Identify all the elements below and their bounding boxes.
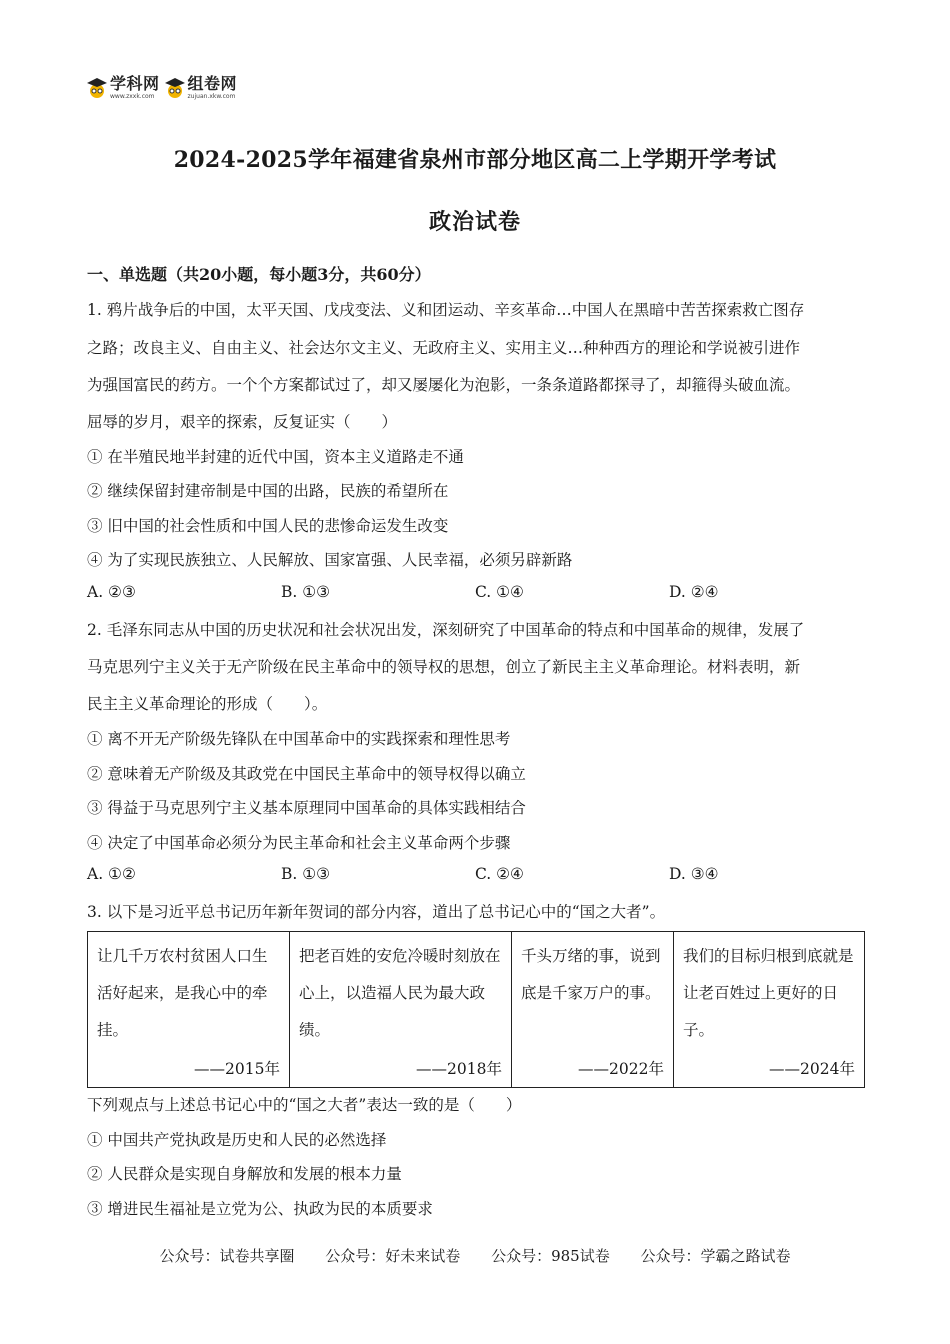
quote-cell: [290, 932, 512, 1088]
question-2-statement: ③ 得益于马克思列宁主义基本原理同中国革命的具体实践相结合: [87, 799, 526, 817]
question-2-statement: ② 意味着无产阶级及其政党在中国民主革命中的领导权得以确立: [87, 765, 526, 783]
quote-cell: [674, 932, 865, 1088]
brand-url: zujuan.xkw.com: [187, 93, 236, 100]
quote-text: 千头万绪的事，说到底是千家万户的事。: [521, 947, 661, 1002]
option-c: C. ①④: [475, 583, 524, 601]
option-c: C. ②④: [475, 865, 524, 883]
logo: [86, 72, 237, 104]
footer-account: 公众号：985试卷: [491, 1247, 610, 1265]
question-2-statement: ④ 决定了中国革命必须分为民主革命和社会主义革命两个步骤: [87, 834, 511, 852]
brand-name: 组卷网: [187, 74, 238, 93]
question-2-line: 民主主义革命理论的形成（ ）。: [87, 695, 328, 713]
footer-account: 公众号：学霸之路试卷: [640, 1247, 791, 1265]
question-3-stem: 3. 以下是习近平总书记历年新年贺词的部分内容，道出了总书记心中的“国之大者”。: [87, 903, 666, 921]
question-2-line: 2. 毛泽东同志从中国的历史状况和社会状况出发，深刻研究了中国革命的特点和中国革命的规律，发展了: [87, 621, 805, 639]
question-3-question: 下列观点与上述总书记心中的“国之大者”表达一致的是（ ）: [87, 1096, 522, 1114]
graduation-cap-icon: [86, 77, 108, 99]
quote-year: ——2022年: [578, 1060, 664, 1078]
question-1-line: 之路；改良主义、自由主义、社会达尔文主义、无政府主义、实用主义…种种西方的理论和学说被引进作: [87, 339, 801, 357]
option-d: D. ②④: [669, 583, 719, 601]
question-2-statement: ① 离不开无产阶级先锋队在中国革命中的实践探索和理性思考: [87, 730, 511, 748]
quote-text: 我们的目标归根到底就是让老百姓过上更好的日子。: [683, 947, 854, 1039]
question-3-statement: ① 中国共产党执政是历史和人民的必然选择: [87, 1131, 387, 1149]
question-1-line: 为强国富民的药方。一个个方案都试过了，却又屡屡化为泡影，一条条道路都探寻了，却箍得头破血流。: [87, 376, 801, 394]
quote-cell: [88, 932, 290, 1088]
question-2-line: 马克思列宁主义关于无产阶级在民主革命中的领导权的思想，创立了新民主主义革命理论。材料表明，新: [87, 658, 801, 676]
quote-year: ——2024年: [769, 1060, 855, 1078]
brand-url: www.zxxk.com: [110, 93, 155, 100]
section-heading: 一、单选题（共20小题，每小题3分，共60分）: [87, 265, 431, 284]
question-1-statement: ② 继续保留封建帝制是中国的出路，民族的希望所在: [87, 482, 449, 500]
quote-year: ——2018年: [416, 1060, 502, 1078]
question-3-statement: ② 人民群众是实现自身解放和发展的根本力量: [87, 1165, 402, 1183]
question-1-statement: ③ 旧中国的社会性质和中国人民的悲惨命运发生改变: [87, 517, 449, 535]
question-1-statement: ① 在半殖民地半封建的近代中国，资本主义道路走不通: [87, 448, 464, 466]
zujuanwang-logo: [164, 76, 238, 100]
xuekewang-logo: [86, 76, 160, 100]
quote-cell: [512, 932, 674, 1088]
quote-text: 把老百姓的安危冷暖时刻放在心上，以造福人民为最大政绩。: [299, 947, 501, 1039]
option-a: A. ①②: [87, 865, 136, 883]
footer-account: 公众号：试卷共享圈: [159, 1247, 295, 1265]
graduation-cap-icon: [164, 77, 186, 99]
page-title: 2024-2025学年福建省泉州市部分地区高二上学期开学考试: [173, 147, 777, 173]
question-1-statement: ④ 为了实现民族独立、人民解放、国家富强、人民幸福，必须另辟新路: [87, 551, 573, 569]
option-b: B. ①③: [281, 583, 331, 601]
footer-account: 公众号：好未来试卷: [325, 1247, 461, 1265]
option-b: B. ①③: [281, 865, 331, 883]
quote-year: ——2015年: [194, 1060, 280, 1078]
quote-text: 让几千万农村贫困人口生活好起来，是我心中的牵挂。: [97, 947, 268, 1039]
question-3-statement: ③ 增进民生福祉是立党为公、执政为民的本质要求: [87, 1200, 433, 1218]
option-d: D. ③④: [669, 865, 719, 883]
question-1-line: 屈辱的岁月，艰辛的探索，反复证实（ ）: [87, 413, 398, 431]
quote-table: [87, 931, 865, 1088]
question-1-line: 1. 鸦片战争后的中国，太平天国、戊戌变法、义和团运动、辛亥革命…中国人在黑暗中苦苦探索救亡图存: [87, 301, 805, 319]
page-subtitle: 政治试卷: [428, 209, 521, 235]
option-a: A. ②③: [87, 583, 136, 601]
brand-name: 学科网: [110, 74, 160, 93]
footer: [0, 1245, 950, 1266]
